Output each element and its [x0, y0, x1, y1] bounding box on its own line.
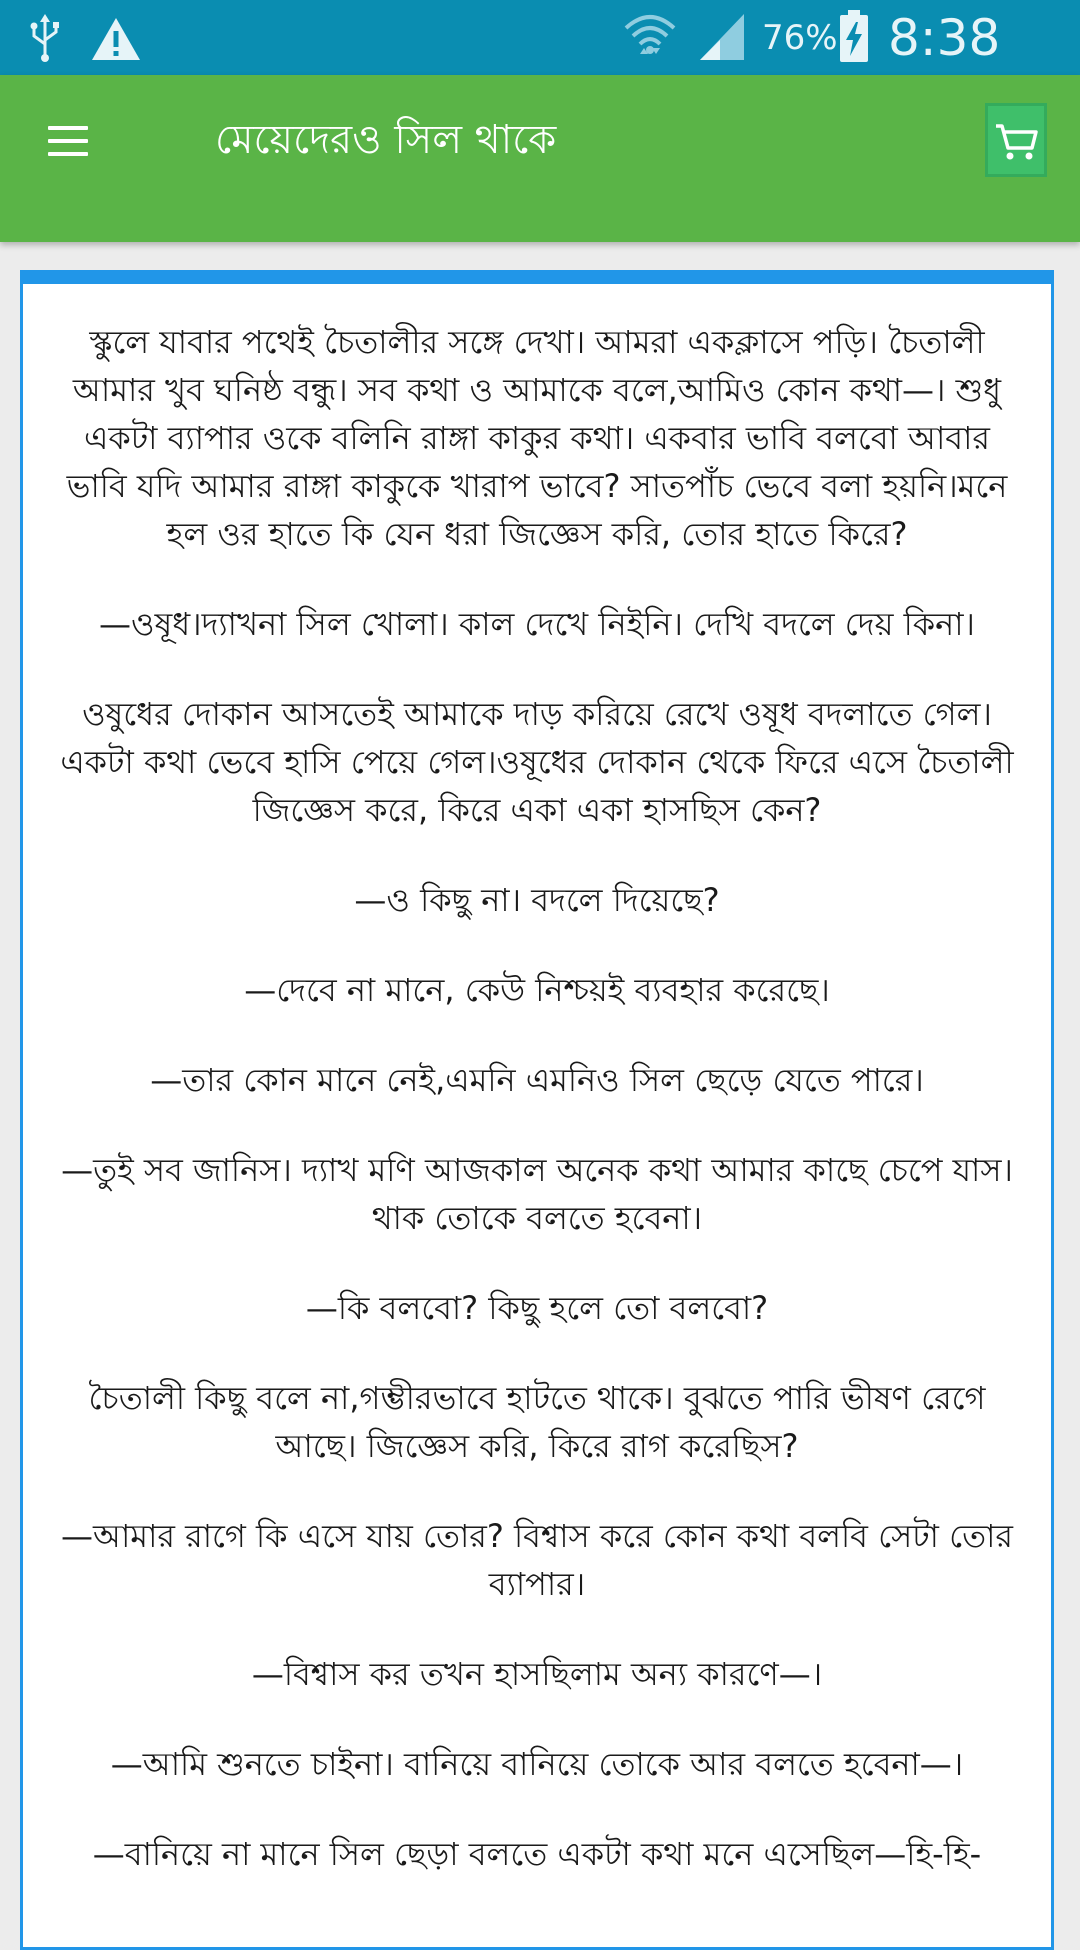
- story-paragraph: —ওষূধ।দ্যাখনা সিল খোলা। কাল দেখে নিইনি। দেখি বদলে দেয় কিনা।: [99, 605, 975, 643]
- status-bar: [0, 0, 1080, 75]
- page-title: মেয়েদেরও সিল থাকে: [215, 117, 557, 163]
- story-text[interactable]: [23, 284, 1051, 1878]
- signal-icon: [698, 12, 746, 62]
- story-paragraph: —দেবে না মানে, কেউ নিশ্চয়ই ব্যবহার করেছে।: [244, 971, 830, 1009]
- battery-charging-icon: [838, 10, 870, 64]
- story-card: [20, 270, 1054, 1950]
- story-paragraph: —আমার রাগে কি এসে যায় তোর? বিশ্বাস করে কোন কথা বলবি সেটা তোর ব্যাপার।: [60, 1517, 1014, 1603]
- story-paragraph: চৈতালী কিছু বলে না,গম্ভীরভাবে হাটতে থাকে। বুঝতে পারি ভীষণ রেগে আছে। জিজ্ঞেস করি, কিরে রাগ করেছিস?: [88, 1379, 986, 1465]
- wifi-icon: [622, 10, 678, 62]
- story-paragraph: —তুই সব জানিস। দ্যাখ মণি আজকাল অনেক কথা আমার কাছে চেপে যাস।থাক তোকে বলতে হবেনা।: [61, 1151, 1013, 1237]
- app-bar: [0, 75, 1080, 242]
- story-paragraph: —বিশ্বাস কর তখন হাসছিলাম অন্য কারণে—।: [251, 1655, 823, 1693]
- warning-icon: [90, 16, 142, 62]
- cart-icon: [988, 106, 1044, 174]
- story-paragraph: ওষুধের দোকান আসতেই আমাকে দাড় করিয়ে রেখে ওষূধ বদলাতে গেল। একটা কথা ভেবে হাসি পেয়ে গেল।ওষূধের দোকান থেকে ফিরে এসে চৈতালী জিজ্ঞেস করে, কিরে একা একা হাসছিস কেন?: [60, 695, 1014, 829]
- menu-icon[interactable]: [40, 113, 96, 169]
- status-time: 8:38: [888, 9, 1001, 67]
- story-paragraph: —বানিয়ে না মানে সিল ছেড়া বলতে একটা কথা মনে এসেছিল—হি-হি-: [92, 1835, 982, 1873]
- usb-icon: [28, 14, 62, 62]
- story-paragraph: —কি বলবো? কিছু হলে তো বলবো?: [305, 1289, 769, 1327]
- story-paragraph: স্কুলে যাবার পথেই চৈতালীর সঙ্গে দেখা। আমরা একক্লাসে পড়ি। চৈতালী আমার খুব ঘনিষ্ঠ বন্ধু। সব কথা ও আমাকে বলে,আমিও কোন কথা—। শুধু একটা ব্যাপার ওকে বলিনি রাঙ্গা কাকুর কথা। একবার ভাবি বলবো আবার ভাবি যদি আমার রাঙ্গা কাকুকে খারাপ ভাবে? সাতপাঁচ ভেবে বলা হয়নি।মনে হল ওর হাতে কি যেন ধরা জিজ্ঞেস করি, তোর হাতে কিরে?: [66, 323, 1008, 553]
- story-paragraph: —আমি শুনতে চাইনা। বানিয়ে বানিয়ে তোকে আর বলতে হবেনা—।: [110, 1745, 964, 1783]
- battery-percent: 76%: [762, 18, 838, 58]
- story-paragraph: —ও কিছু না। বদলে দিয়েছে?: [354, 881, 720, 919]
- story-paragraph: —তার কোন মানে নেই,এমনি এমনিও সিল ছেড়ে যেতে পারে।: [150, 1061, 924, 1099]
- cart-button[interactable]: [985, 103, 1047, 177]
